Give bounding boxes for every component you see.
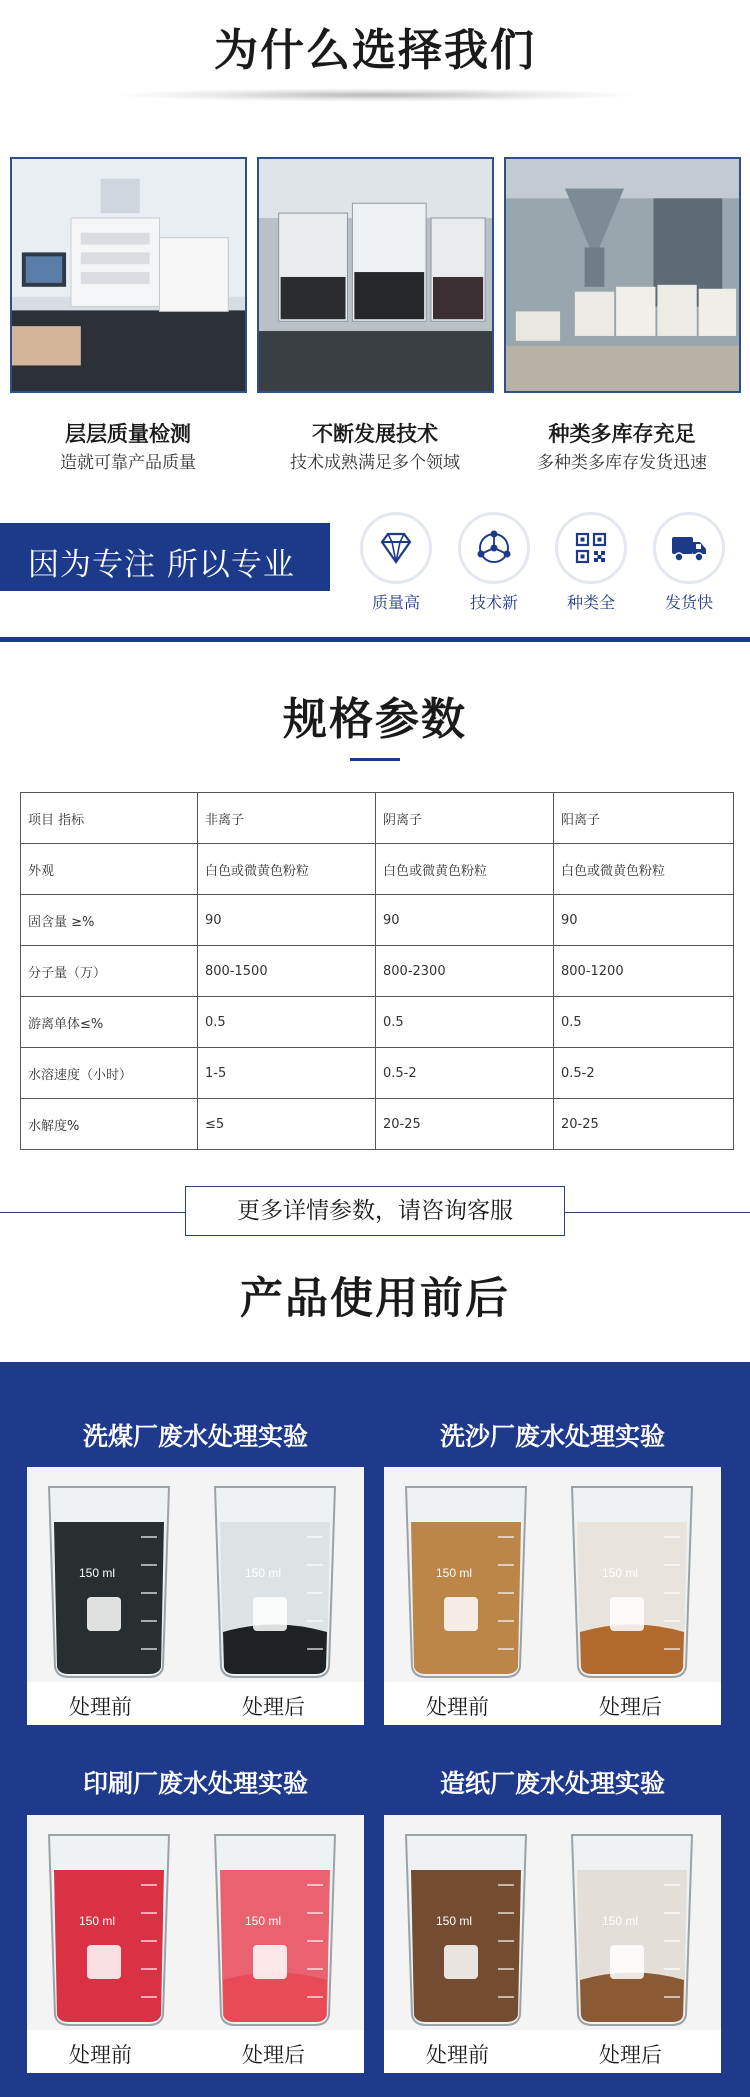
beaker-before — [49, 1487, 169, 1677]
table-cell: 非离子 — [198, 793, 376, 844]
table-cell: 20-25 — [376, 1099, 554, 1150]
table-cell: 0.5 — [554, 997, 734, 1048]
after-label: 处理后 — [599, 2043, 662, 2067]
after-label: 处理后 — [242, 1695, 305, 1719]
table-row — [21, 844, 734, 895]
table-cell: 800-2300 — [376, 946, 554, 997]
beaker-after — [572, 1487, 692, 1677]
table-cell: 90 — [376, 895, 554, 946]
beaker-volume-mark: 150 ml — [436, 1914, 473, 1928]
feature-title: 不断发展技术 — [312, 422, 438, 446]
table-cell: 项目 指标 — [21, 793, 198, 844]
truck-icon — [667, 526, 711, 570]
after-label: 处理后 — [599, 1695, 662, 1719]
beaker-before — [406, 1487, 526, 1677]
before-label: 处理前 — [69, 2043, 132, 2067]
before-label: 处理前 — [426, 2043, 489, 2067]
feature-subtitle: 多种类多库存发货迅速 — [537, 453, 707, 473]
section-divider — [0, 637, 750, 642]
beaker-after — [215, 1487, 335, 1677]
qr-code-icon — [569, 526, 613, 570]
table-cell: 0.5 — [376, 997, 554, 1048]
beaker-volume-mark: 150 ml — [79, 1566, 116, 1580]
table-cell: 0.5-2 — [554, 1048, 734, 1099]
table-cell: 0.5 — [198, 997, 376, 1048]
badge-circle — [555, 512, 627, 584]
badge-circle — [360, 512, 432, 584]
feature-title: 种类多库存充足 — [548, 422, 696, 446]
table-cell: 白色或微黄色粉粒 — [198, 844, 376, 895]
table-cell: 白色或微黄色粉粒 — [554, 844, 734, 895]
spec-title: 规格参数 — [283, 694, 467, 745]
table-cell: 游离单体≤% — [21, 997, 198, 1048]
network-icon — [472, 526, 516, 570]
badge-quality — [356, 512, 436, 613]
table-cell: 90 — [554, 895, 734, 946]
beaker-volume-mark: 150 ml — [602, 1566, 639, 1580]
beaker-before — [49, 1835, 169, 2025]
table-cell: 水解度% — [21, 1099, 198, 1150]
after-label: 处理后 — [242, 2043, 305, 2067]
table-cell: 阳离子 — [554, 793, 734, 844]
experiment-photo-sand — [384, 1467, 721, 1725]
table-cell: 阴离子 — [376, 793, 554, 844]
beaker-illustration — [27, 1815, 364, 2073]
feature-title: 层层质量检测 — [65, 422, 191, 446]
table-row — [21, 997, 734, 1048]
table-row — [21, 946, 734, 997]
experiment-title: 洗煤厂废水处理实验 — [82, 1422, 308, 1451]
feature-quality-inspection — [8, 420, 248, 475]
before-label: 处理前 — [426, 1695, 489, 1719]
diamond-icon — [374, 526, 418, 570]
experiment-photo-coal — [27, 1467, 364, 1725]
spec-title-underline — [350, 758, 400, 761]
consult-service-button[interactable]: 更多详情参数，请咨询客服 — [185, 1186, 565, 1236]
feature-subtitle: 造就可靠产品质量 — [60, 453, 196, 473]
title-shadow-divider — [110, 88, 640, 102]
experiment-title: 造纸厂废水处理实验 — [439, 1769, 665, 1798]
beaker-illustration — [384, 1467, 721, 1725]
why-choose-us-title: 为什么选择我们 — [214, 25, 536, 76]
badge-variety — [551, 512, 631, 613]
beaker-volume-mark: 150 ml — [245, 1566, 282, 1580]
spec-table — [20, 792, 734, 1150]
feature-technology — [255, 420, 495, 475]
badge-circle — [653, 512, 725, 584]
table-cell: 水溶速度（小时） — [21, 1048, 198, 1099]
lab-instrument-photo — [10, 157, 247, 393]
before-after-title: 产品使用前后 — [240, 1274, 510, 1324]
experiment-title: 洗沙厂废水处理实验 — [439, 1422, 665, 1451]
beaker-experiment-photo — [257, 157, 494, 393]
badge-fast-delivery — [649, 512, 729, 613]
table-row — [21, 1099, 734, 1150]
warehouse-photo — [504, 157, 741, 393]
feature-subtitle: 技术成熟满足多个领域 — [290, 453, 460, 473]
focus-banner — [0, 523, 330, 591]
beaker-volume-mark: 150 ml — [602, 1914, 639, 1928]
experiment-title: 印刷厂废水处理实验 — [82, 1769, 308, 1798]
badge-label: 质量高 — [371, 593, 420, 612]
table-cell: 白色或微黄色粉粒 — [376, 844, 554, 895]
beaker-volume-mark: 150 ml — [436, 1566, 473, 1580]
table-cell: ≤5 — [198, 1099, 376, 1150]
table-cell: 800-1500 — [198, 946, 376, 997]
beaker-after — [572, 1835, 692, 2025]
badge-circle — [458, 512, 530, 584]
table-cell: 800-1200 — [554, 946, 734, 997]
experiment-photo-paper — [384, 1815, 721, 2073]
badge-label: 发货快 — [664, 593, 713, 612]
beaker-after — [215, 1835, 335, 2025]
badge-technology — [454, 512, 534, 613]
table-cell: 外观 — [21, 844, 198, 895]
beaker-illustration — [384, 1815, 721, 2073]
table-cell: 90 — [198, 895, 376, 946]
badge-label: 技术新 — [469, 593, 518, 612]
table-row — [21, 1048, 734, 1099]
table-cell: 0.5-2 — [376, 1048, 554, 1099]
beaker-before — [406, 1835, 526, 2025]
table-row — [21, 793, 734, 844]
table-cell: 1-5 — [198, 1048, 376, 1099]
beaker-volume-mark: 150 ml — [245, 1914, 282, 1928]
experiment-photo-printing — [27, 1815, 364, 2073]
table-cell: 分子量（万） — [21, 946, 198, 997]
table-cell: 固含量 ≥% — [21, 895, 198, 946]
focus-banner-text: 因为专注 所以专业 — [28, 547, 295, 583]
beaker-volume-mark: 150 ml — [79, 1914, 116, 1928]
badge-label: 种类全 — [566, 593, 615, 612]
beaker-illustration — [27, 1467, 364, 1725]
feature-inventory — [502, 420, 742, 475]
table-cell: 20-25 — [554, 1099, 734, 1150]
table-row — [21, 895, 734, 946]
before-label: 处理前 — [69, 1695, 132, 1719]
